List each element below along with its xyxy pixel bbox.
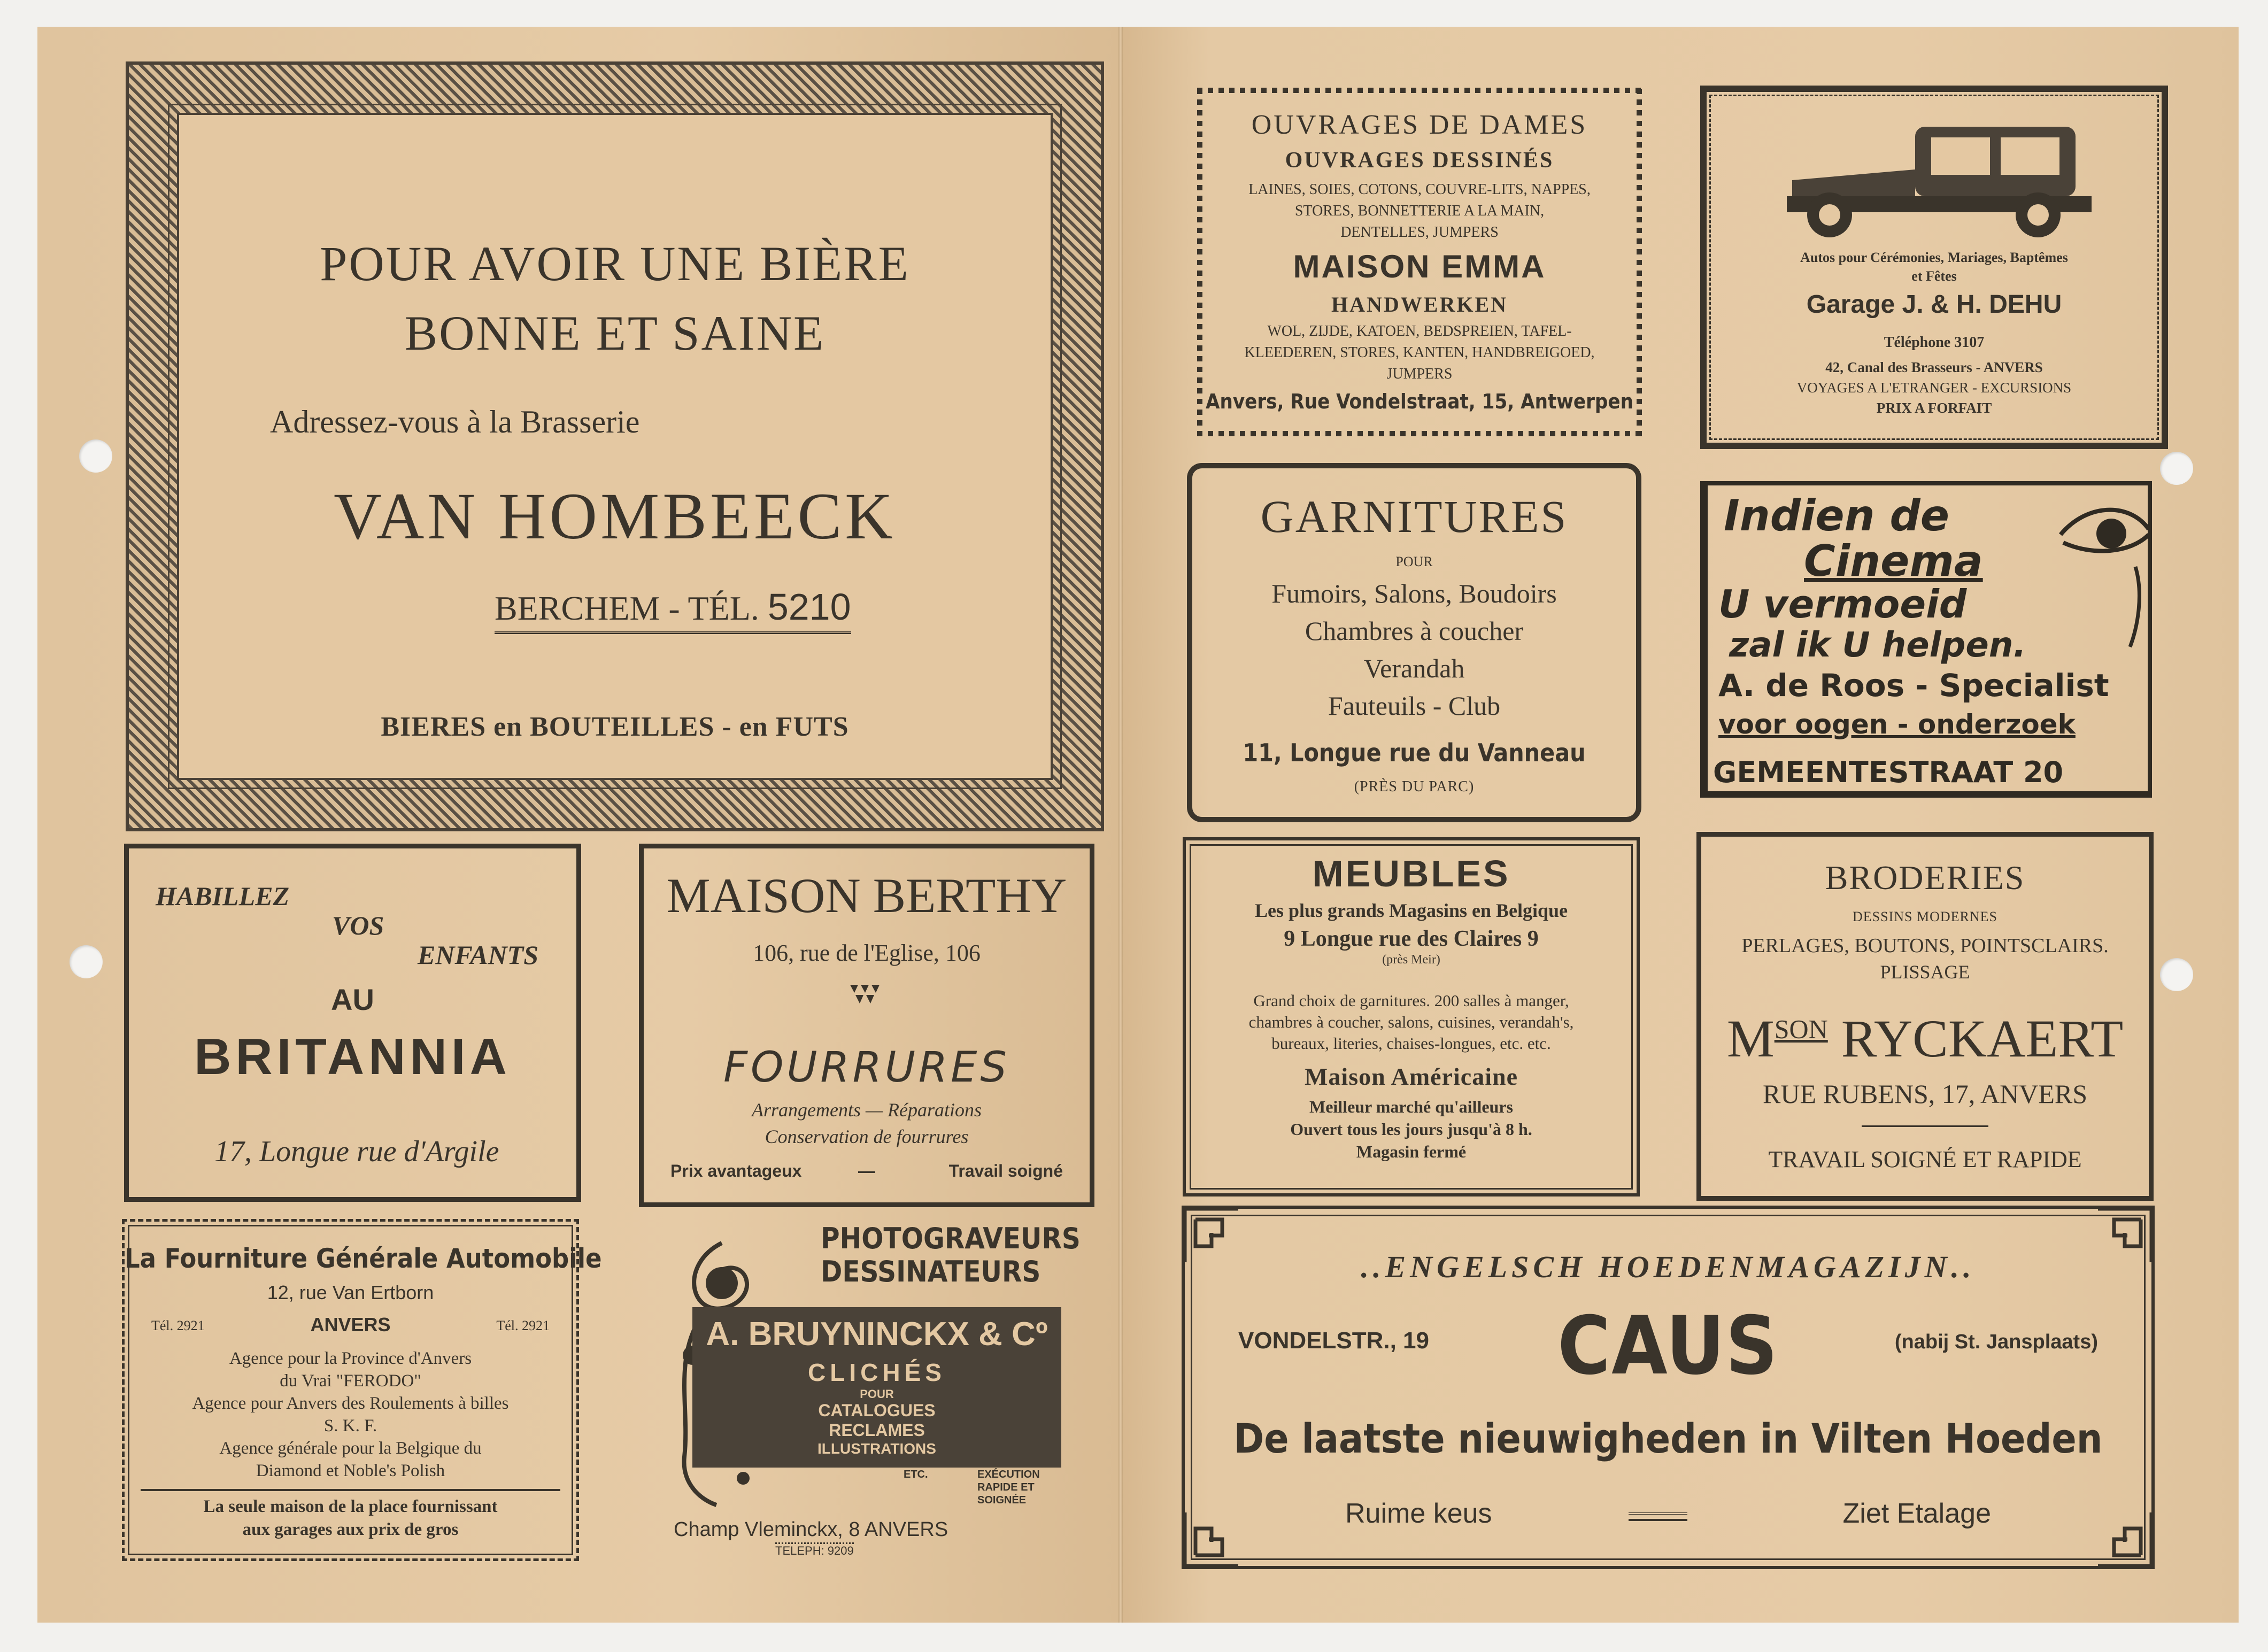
emma-l2: STORES, BONNETTERIE A LA MAIN, (1294, 203, 1545, 219)
fourniture-l6: Diamond et Noble's Polish (256, 1461, 445, 1480)
car-icon (1781, 121, 2102, 239)
caus-name: CAUS (1557, 1300, 1779, 1393)
dehu-address: 42, Canal des Brasseurs - ANVERS (1825, 359, 2043, 375)
emma-address: Anvers, Rue Vondelstraat, 15, Antwerpen (1206, 390, 1633, 413)
center-fold (1118, 27, 1123, 1623)
caus-b-left: Ruime keus (1345, 1498, 1492, 1529)
bruyninckx-l3: ILLUSTRATIONS (817, 1440, 936, 1457)
bruyninckx-h1: PHOTOGRAVEURS (821, 1222, 1081, 1255)
berthy-product: FOURRURES (723, 1044, 1010, 1092)
berthy-ornament-icon (850, 982, 893, 1009)
ryckaert-l2: PERLAGES, BOUTONS, POINTSCLAIRS. (1741, 935, 2109, 957)
caus-b-right: Ziet Etalage (1842, 1498, 1991, 1529)
garnitures-l4: Fauteuils - Club (1328, 691, 1501, 721)
dehu-name: Garage J. & H. DEHU (1806, 290, 2062, 319)
ad-maison-berthy (639, 844, 1094, 1207)
garnitures-l3: Verandah (1363, 653, 1465, 683)
garnitures-l1: Fumoirs, Salons, Boudoirs (1271, 578, 1557, 608)
dehu-l2: et Fêtes (1911, 268, 1957, 284)
bruyninckx-pour: POUR (860, 1387, 894, 1401)
bruyninckx-banner (692, 1307, 1061, 1468)
roos-l1: Indien de (1724, 491, 1949, 541)
fourniture-l2: du Vrai "FERODO" (280, 1371, 421, 1391)
punch-hole (70, 945, 103, 978)
fourniture-f1: La seule maison de la place fournissant (203, 1497, 498, 1516)
ad-britannia (124, 844, 581, 1202)
caus-title: ..ENGELSCH HOEDENMAGAZIJN.. (1361, 1249, 1976, 1284)
emma-l5: KLEEDEREN, STORES, KANTEN, HANDBREIGOED, (1244, 344, 1595, 361)
ryckaert-address: RUE RUBENS, 17, ANVERS (1762, 1079, 2088, 1109)
britannia-line2: VOS (332, 910, 384, 940)
emma-h3: HANDWERKEN (1331, 292, 1508, 316)
ryckaert-name: RYCKAERT (1841, 1009, 2124, 1068)
fourniture-tel-left: Tél. 2921 (151, 1318, 205, 1333)
emma-h2: OUVRAGES DESSINÉS (1285, 148, 1554, 173)
garnitures-pour: POUR (1395, 554, 1433, 569)
caus-right: (nabij St. Jansplaats) (1894, 1331, 2098, 1353)
ad-van-hombeeck (126, 61, 1104, 831)
meubles-l5: chambres à coucher, salons, cuisines, verandah's, (1248, 1013, 1574, 1031)
fourniture-l4: S. K. F. (323, 1416, 377, 1435)
punch-hole (2160, 452, 2193, 485)
britannia-line3: ENFANTS (418, 940, 539, 970)
emma-l6: JUMPERS (1386, 366, 1453, 382)
meubles-title: MEUBLES (1312, 853, 1510, 894)
ad-caus (1182, 1206, 2155, 1569)
garnitures-note: (PRÈS DU PARC) (1354, 778, 1475, 795)
ad-ryckaert (1696, 832, 2154, 1201)
meubles-l9: Magasin fermé (1356, 1142, 1467, 1161)
punch-hole (2160, 958, 2193, 991)
vh-phone: 5210 (767, 586, 851, 628)
ad-maison-emma (1190, 80, 1649, 444)
dehu-tel: Téléphone 3107 (1884, 334, 1985, 351)
bruyninckx-h2: DESSINATEURS (821, 1255, 1041, 1288)
corner-ornament-icon (1179, 1507, 1244, 1571)
roos-l4: zal ik U helpen. (1729, 626, 2026, 665)
britannia-address: 17, Longue rue d'Argile (214, 1135, 499, 1168)
berthy-right: Travail soigné (948, 1161, 1063, 1180)
caus-rule (1629, 1512, 1687, 1515)
caus-tagline: De laatste nieuwigheden in Vilten Hoeden (1233, 1415, 2103, 1462)
bruyninckx-l1: CATALOGUES (818, 1401, 936, 1420)
caus-left: VONDELSTR., 19 (1238, 1327, 1429, 1354)
bruyninckx-address: Champ Vleminckx, 8 ANVERS (674, 1518, 948, 1541)
bruyninckx-e3: SOIGNÉE (977, 1494, 1027, 1506)
meubles-l7: Meilleur marché qu'ailleurs (1309, 1097, 1513, 1116)
ad-garnitures (1187, 463, 1641, 822)
roos-l7: GEMEENTESTRAAT 20 (1713, 755, 2064, 789)
roos-l2: Cinema (1804, 536, 1983, 586)
vh-line1: POUR AVOIR UNE BIÈRE (320, 236, 910, 291)
garnitures-l2: Chambres à coucher (1305, 616, 1524, 646)
meubles-l8: Ouvert tous les jours jusqu'à 8 h. (1290, 1120, 1532, 1139)
ad-garage-dehu (1700, 86, 2168, 449)
meubles-l4: Grand choix de garnitures. 200 salles à manger, (1253, 991, 1569, 1010)
bruyninckx-clich: CLICHÉS (808, 1358, 946, 1386)
vh-place (495, 585, 851, 634)
fourniture-l5: Agence générale pour la Belgique du (219, 1439, 482, 1458)
punch-hole (79, 439, 112, 473)
bruyninckx-etc: ETC. (904, 1469, 928, 1480)
ryckaert-l1: DESSINS MODERNES (1853, 909, 1997, 924)
ryckaert-name-row (1701, 1008, 2149, 1069)
fourniture-l3: Agence pour Anvers des Roulements à billes (192, 1394, 509, 1413)
emma-l1: LAINES, SOIES, COTONS, COUVRE-LITS, NAPPES, (1248, 181, 1591, 198)
ad-meubles (1183, 837, 1640, 1196)
garnitures-title: GARNITURES (1260, 491, 1568, 542)
meubles-l3: (près Meir) (1382, 953, 1440, 967)
berthy-left: Prix avantageux (670, 1161, 802, 1180)
bruyninckx-e2: RAPIDE ET (977, 1481, 1035, 1493)
ad-de-roos (1700, 481, 2152, 798)
ryckaert-title: BRODERIES (1825, 859, 2025, 897)
roos-l3: U vermoeid (1718, 582, 1967, 627)
vh-line3: Adressez-vous à la Brasserie (270, 404, 640, 439)
corner-ornament-icon (2093, 1507, 2157, 1571)
ryckaert-footer: TRAVAIL SOIGNÉ ET RAPIDE (1768, 1146, 2082, 1172)
roos-l5: A. de Roos - Specialist (1718, 667, 2109, 704)
ryckaert-son: SON (1774, 1014, 1828, 1044)
fourniture-address: 12, rue Van Ertborn (267, 1282, 434, 1303)
ryckaert-rule (1862, 1125, 1988, 1127)
vh-line2: BONNE ET SAINE (404, 306, 826, 360)
dehu-l1: Autos pour Cérémonies, Mariages, Baptêmes (1800, 250, 2068, 265)
fourniture-rule (141, 1489, 560, 1491)
fourniture-city: ANVERS (310, 1314, 391, 1336)
britannia-line4: AU (331, 983, 374, 1016)
bruyninckx-l2: RECLAMES (829, 1421, 925, 1440)
ad-van-hombeeck-inner (177, 113, 1053, 780)
bruyninckx-e1: EXÉCUTION (977, 1469, 1040, 1480)
berthy-line2: Conservation de fourrures (765, 1126, 969, 1147)
bruyninckx-name: A. BRUYNINCKX & Cº (706, 1316, 1048, 1353)
vh-place-text: BERCHEM - TÉL. (495, 589, 759, 627)
meubles-name: Maison Américaine (1305, 1063, 1518, 1090)
emma-l4: WOL, ZIJDE, KATOEN, BEDSPREIEN, TAFEL- (1267, 323, 1572, 339)
roos-l6: voor oogen - onderzoek (1718, 709, 2076, 740)
berthy-dash: — (858, 1161, 875, 1180)
meubles-l6: bureaux, literies, chaises-longues, etc. etc. (1271, 1034, 1551, 1053)
britannia-name: BRITANNIA (194, 1028, 511, 1085)
garnitures-address: 11, Longue rue du Vanneau (1243, 738, 1586, 767)
caus-rule (1629, 1519, 1687, 1521)
fourniture-title: La Fourniture Générale Automobile (125, 1243, 602, 1274)
ad-bruyninckx (668, 1222, 1081, 1564)
meubles-l2: 9 Longue rue des Claires 9 (1284, 927, 1539, 951)
vh-footer: BIERES en BOUTEILLES - en FUTS (381, 712, 849, 742)
emma-h1: OUVRAGES DE DAMES (1251, 110, 1588, 140)
ad-fourniture-automobile (122, 1219, 602, 1561)
vh-name: VAN HOMBEECK (334, 480, 896, 553)
fourniture-tel-right: Tél. 2921 (496, 1318, 550, 1333)
britannia-line1: HABILLEZ (156, 881, 290, 911)
eye-icon (2055, 492, 2151, 652)
fourniture-f2: aux garages aux prix de gros (242, 1520, 459, 1539)
bruyninckx-tel: TELEPH: 9209 (775, 1542, 854, 1558)
emma-l3: DENTELLES, JUMPERS (1340, 224, 1499, 241)
ryckaert-mson: M (1726, 1009, 1775, 1068)
meubles-l1: Les plus grands Magasins en Belgique (1254, 900, 1568, 921)
ryckaert-l3: PLISSAGE (1880, 961, 1970, 983)
emma-name: MAISON EMMA (1293, 249, 1546, 284)
fourniture-l1: Agence pour la Province d'Anvers (229, 1349, 472, 1368)
dehu-l3: VOYAGES A L'ETRANGER - EXCURSIONS (1796, 380, 2072, 396)
berthy-address: 106, rue de l'Eglise, 106 (753, 940, 981, 966)
dehu-l4: PRIX A FORFAIT (1876, 400, 1992, 416)
berthy-line1: Arrangements — Réparations (752, 1099, 982, 1121)
berthy-name: MAISON BERTHY (666, 868, 1067, 923)
